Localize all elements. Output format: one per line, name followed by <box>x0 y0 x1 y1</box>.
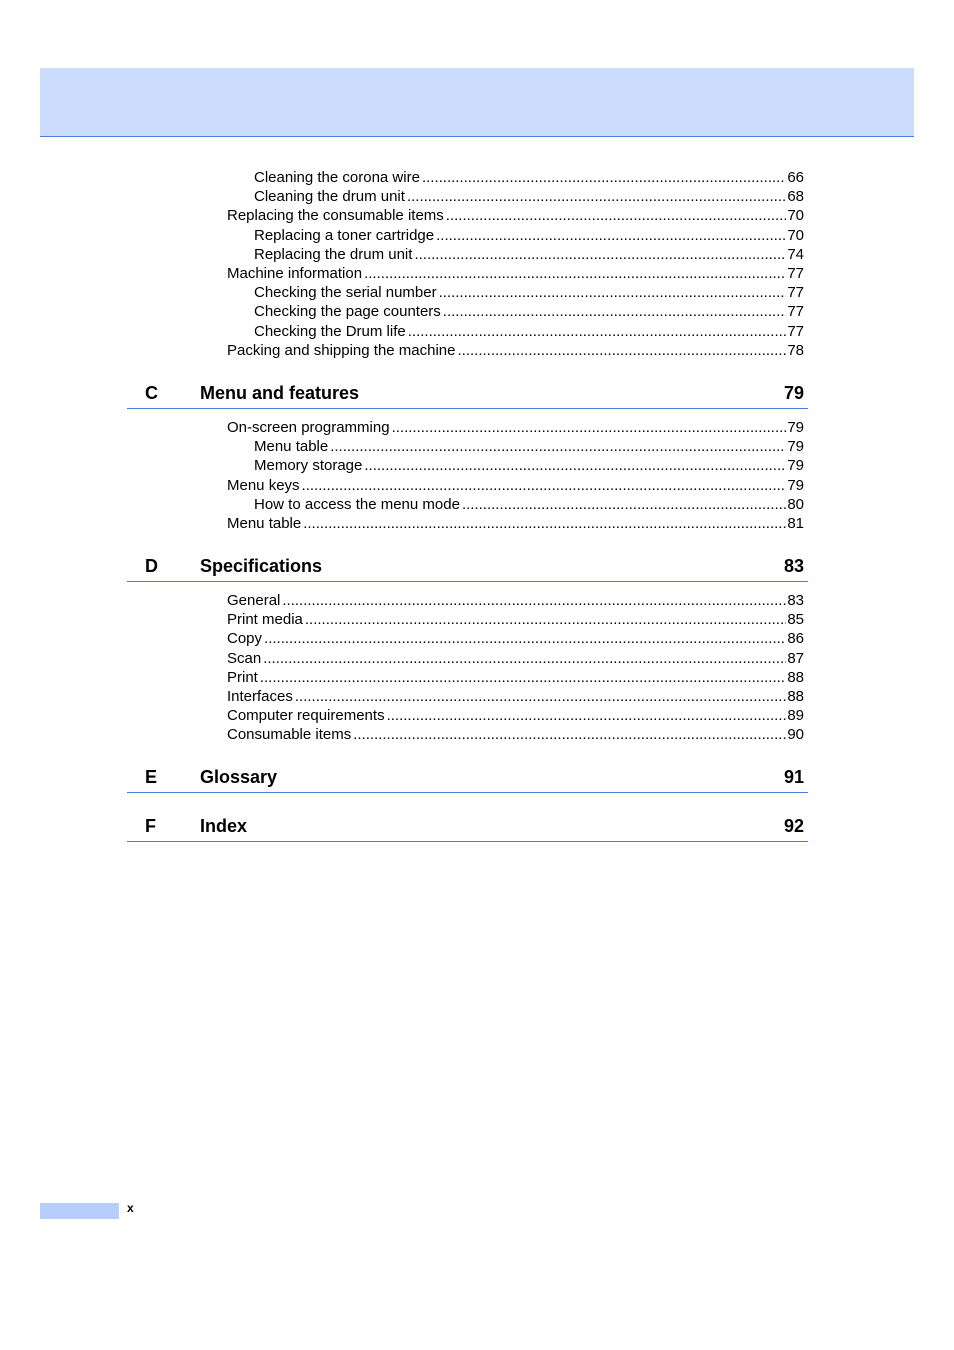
dot-leader <box>302 476 787 495</box>
header-band <box>40 68 914 137</box>
toc-entry-label: Replacing the consumable items <box>227 207 444 225</box>
toc-entry-label: Cleaning the corona wire <box>254 169 420 186</box>
toc-entry-label: Print media <box>227 611 303 629</box>
dot-leader <box>407 187 786 206</box>
toc-entry[interactable] <box>254 226 804 245</box>
toc-entry-page-number: 86 <box>787 630 804 648</box>
toc-entry-label: Scan <box>227 649 262 667</box>
dot-leader <box>330 437 786 456</box>
toc-entry-label: Interfaces <box>227 688 293 705</box>
toc-entry-page-number: 83 <box>787 592 804 609</box>
toc-entry-page-number: 79 <box>787 476 804 494</box>
toc-entry-page-number: 87 <box>787 649 804 667</box>
chapter-letter: E <box>145 767 158 787</box>
dot-leader <box>282 591 786 610</box>
toc-entry-label: On-screen programming <box>227 419 390 436</box>
toc-entry-page-number: 70 <box>787 207 804 225</box>
dot-leader <box>414 245 786 264</box>
dot-leader <box>462 495 786 514</box>
toc-entry[interactable] <box>227 591 804 610</box>
toc-entry-page-number: 66 <box>787 169 804 186</box>
toc-entry[interactable] <box>254 302 804 321</box>
toc-entry[interactable] <box>227 725 804 744</box>
dot-leader <box>446 206 787 225</box>
toc-entry[interactable] <box>227 264 804 283</box>
toc-entry[interactable] <box>227 687 804 706</box>
toc-entry[interactable] <box>227 706 804 725</box>
toc-entry[interactable] <box>227 629 804 648</box>
toc-entry-page-number: 77 <box>787 284 804 302</box>
toc-entry-page-number: 77 <box>787 322 804 340</box>
toc-entry-label: Copy <box>227 630 263 648</box>
chapter-heading-c[interactable] <box>127 378 808 409</box>
dot-leader <box>443 302 787 321</box>
toc-entry-label: Computer requirements <box>227 707 385 725</box>
toc-entry-page-number: 77 <box>787 265 804 282</box>
dot-leader <box>387 706 787 725</box>
toc-entry-page-number: 79 <box>787 457 804 475</box>
chapter-title: Specifications <box>200 556 323 576</box>
toc-entry[interactable] <box>227 610 804 629</box>
toc-entry[interactable] <box>254 495 804 514</box>
toc-entry[interactable] <box>227 341 804 360</box>
dot-leader <box>439 283 787 302</box>
toc-entry-label: Replacing the drum unit <box>254 245 413 263</box>
toc-entry[interactable] <box>254 437 804 456</box>
toc-entry-label: Menu table <box>227 515 302 532</box>
toc-entry-label: Cleaning the drum unit <box>254 188 405 206</box>
dot-leader <box>263 649 786 668</box>
toc-entry-page-number: 81 <box>787 515 804 532</box>
toc-entry[interactable] <box>227 476 804 495</box>
dot-leader <box>408 322 787 341</box>
toc-entry-page-number: 88 <box>787 688 804 705</box>
toc-entry-label: Machine information <box>227 265 363 282</box>
toc-entry-label: Replacing a toner cartridge <box>254 226 435 244</box>
chapter-heading-d[interactable] <box>127 551 808 582</box>
dot-leader <box>305 610 786 629</box>
toc-entry-page-number: 79 <box>787 419 804 436</box>
toc-entry[interactable] <box>254 322 804 341</box>
chapter-page-number: 92 <box>783 816 804 836</box>
toc-entry-label: Checking the serial number <box>254 284 437 302</box>
chapter-page-number: 83 <box>783 556 804 576</box>
footer-page-number: x <box>127 1201 134 1215</box>
chapter-letter: D <box>145 556 158 576</box>
toc-entry-page-number: 74 <box>787 245 804 263</box>
toc-entry-page-number: 77 <box>787 303 804 321</box>
dot-leader <box>422 168 786 187</box>
toc-entry[interactable] <box>227 649 804 668</box>
dot-leader <box>364 456 786 475</box>
chapter-heading-e[interactable] <box>127 762 808 793</box>
toc-entry-label: Print <box>227 668 258 686</box>
dot-leader <box>364 264 786 283</box>
toc-entry-label: Menu keys <box>227 476 300 494</box>
toc-entry[interactable] <box>227 668 804 687</box>
toc-entry-label: Checking the page counters <box>254 303 441 321</box>
toc-entry[interactable] <box>254 283 804 302</box>
dot-leader <box>392 418 787 437</box>
chapter-page-number: 79 <box>783 383 804 403</box>
toc-entry-page-number: 90 <box>787 726 804 744</box>
chapter-letter: F <box>145 816 156 836</box>
dot-leader <box>260 668 786 687</box>
dot-leader <box>295 687 786 706</box>
toc-entry-page-number: 79 <box>787 438 804 456</box>
toc-entry-label: General <box>227 592 281 609</box>
toc-entry-page-number: 85 <box>787 611 804 629</box>
toc-entry[interactable] <box>254 245 804 264</box>
dot-leader <box>353 725 786 744</box>
chapter-heading-f[interactable] <box>127 811 808 842</box>
dot-leader <box>436 226 786 245</box>
chapter-page-number: 91 <box>783 767 804 787</box>
toc-entry-label: How to access the menu mode <box>254 495 460 513</box>
toc-entry-page-number: 68 <box>787 188 804 206</box>
chapter-title: Glossary <box>200 767 278 787</box>
toc-entry-label: Packing and shipping the machine <box>227 341 456 359</box>
dot-leader <box>303 514 786 533</box>
toc-entry[interactable] <box>254 168 804 187</box>
toc-entry[interactable] <box>227 206 804 225</box>
toc-entry-label: Checking the Drum life <box>254 322 406 340</box>
toc-entry-label: Memory storage <box>254 457 363 475</box>
toc-entry-page-number: 70 <box>787 226 804 244</box>
toc-entry-page-number: 89 <box>787 707 804 725</box>
toc-entry-page-number: 78 <box>787 341 804 359</box>
toc-entry[interactable] <box>227 418 804 437</box>
footer-band <box>40 1203 119 1219</box>
chapter-title: Menu and features <box>200 383 360 403</box>
dot-leader <box>458 341 787 360</box>
chapter-title: Index <box>200 816 248 836</box>
toc-entry-label: Menu table <box>254 438 329 456</box>
dot-leader <box>264 629 786 648</box>
toc-entry[interactable] <box>254 187 804 206</box>
toc-entry[interactable] <box>254 456 804 475</box>
toc-entry-page-number: 88 <box>787 668 804 686</box>
chapter-letter: C <box>145 383 158 403</box>
toc-entry-page-number: 80 <box>787 495 804 513</box>
toc-entry[interactable] <box>227 514 804 533</box>
toc-entry-label: Consumable items <box>227 726 352 744</box>
